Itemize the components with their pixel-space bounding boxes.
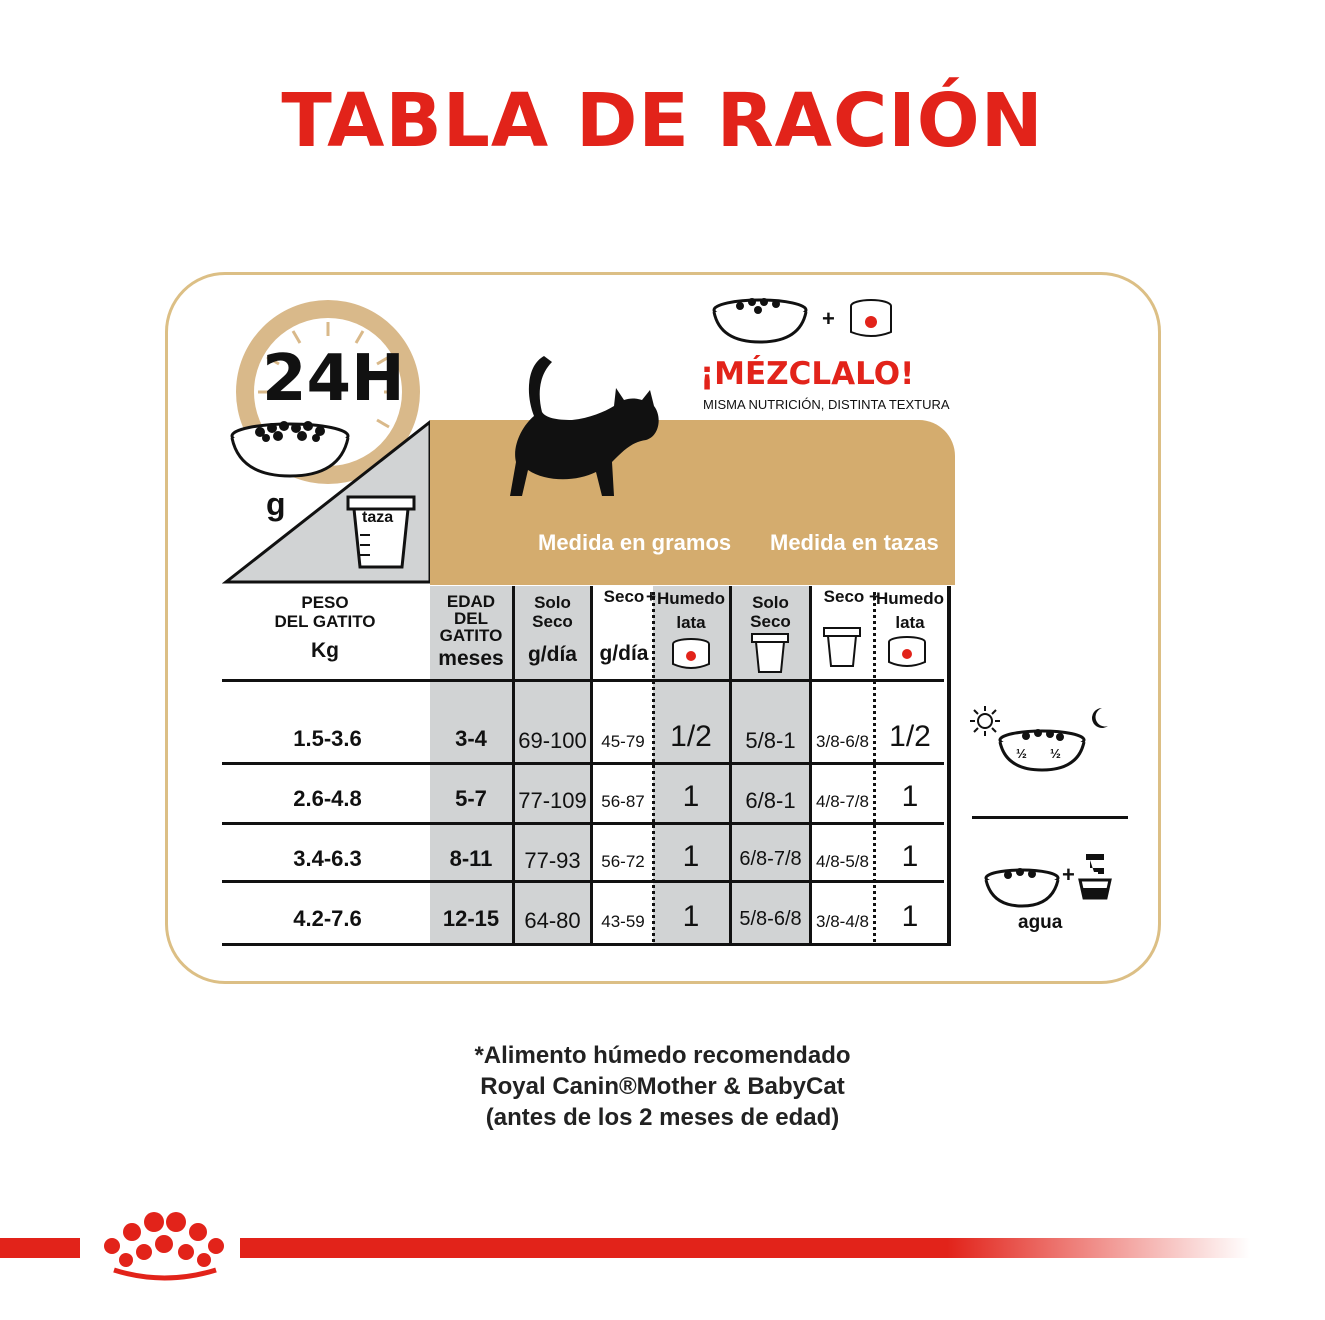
plus-sep-g: + xyxy=(646,587,656,606)
col-sep xyxy=(512,586,515,945)
plus-sep-cup: + xyxy=(869,587,879,606)
dry-food-bowl-icon xyxy=(710,294,812,346)
age-header: EDAD DEL GATITO meses xyxy=(438,592,504,670)
cup-small-icon-2 xyxy=(822,626,862,668)
row-rule xyxy=(222,880,944,883)
col-sep xyxy=(729,586,732,945)
footnote: *Alimento húmedo recomendado Royal Canin®Mother & BabyCat (antes de los 2 meses de edad) xyxy=(474,1042,851,1131)
royal-canin-crown-logo xyxy=(92,1208,232,1282)
weight-header: PESO DEL GATITO Kg xyxy=(274,593,376,662)
24h-label: 24H xyxy=(262,342,405,416)
grams-label: g xyxy=(266,486,286,522)
moon-icon xyxy=(1088,706,1110,730)
row-rule xyxy=(222,762,944,765)
wet-can-icon xyxy=(670,638,712,672)
col-sep xyxy=(809,586,812,945)
dry-only-g-header: Solo Seco g/día xyxy=(527,593,577,666)
wet-g-header: Humedo lata xyxy=(657,589,725,632)
wet-can-icon-2 xyxy=(886,636,928,670)
col-sep xyxy=(590,586,593,945)
water-label: agua xyxy=(1018,912,1063,933)
row-rule xyxy=(222,822,944,825)
half-label-left: ½ xyxy=(1016,746,1027,761)
water-tap-icon xyxy=(1076,852,1114,900)
cup-icon xyxy=(346,495,416,571)
brand-bar-left xyxy=(0,1238,80,1258)
band-grams: Medida en gramos xyxy=(538,530,732,555)
mix-subtitle: MISMA NUTRICIÓN, DISTINTA TEXTURA xyxy=(703,397,950,412)
cup-icon-label: taza xyxy=(362,509,394,526)
kitten-icon xyxy=(496,346,666,502)
dry-g-header: Seco g/día xyxy=(599,587,649,665)
mix-headline: ¡MÉZCLALO! xyxy=(700,356,915,392)
brand-bar-right xyxy=(240,1238,1250,1258)
cup-small-icon xyxy=(750,632,790,674)
dotted-sep xyxy=(652,592,655,942)
row-rule xyxy=(222,943,951,946)
table-right-edge xyxy=(947,586,951,945)
mix-plus: + xyxy=(822,306,835,331)
wet-food-can-icon xyxy=(848,298,894,340)
side-divider xyxy=(972,816,1128,819)
dotted-sep xyxy=(873,592,876,942)
bowl-water-icon xyxy=(982,866,1062,910)
half-label-right: ½ xyxy=(1050,746,1061,761)
wet-cup-header: Humedo lata xyxy=(876,589,944,632)
water-plus: + xyxy=(1062,862,1075,887)
dry-only-cup-header: Solo Seco xyxy=(750,593,791,631)
page-title: TABLA DE RACIÓN xyxy=(281,78,1044,164)
split-bowl-icon xyxy=(996,726,1088,774)
header-rule xyxy=(222,679,944,682)
dry-cup-header: Seco xyxy=(823,587,865,606)
band-cups: Medida en tazas xyxy=(770,530,939,555)
